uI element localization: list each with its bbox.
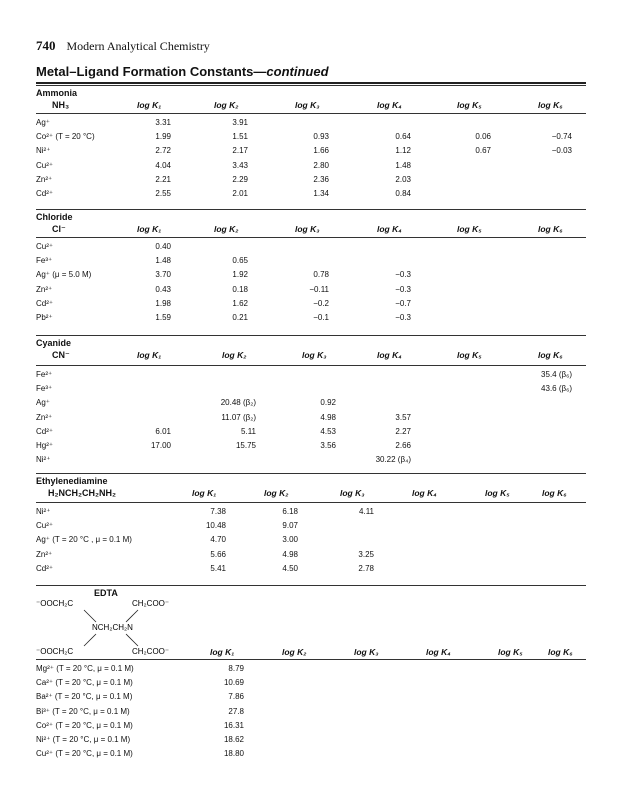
table-cell: 0.06 bbox=[475, 132, 491, 142]
table-row-label: Ag⁺ (μ = 5.0 M) bbox=[36, 270, 92, 280]
table-cell: 0.64 bbox=[395, 132, 411, 142]
table-cell: 0.65 bbox=[232, 256, 248, 266]
table-cell: −0.3 bbox=[395, 270, 411, 280]
table-cell: 4.04 bbox=[155, 160, 171, 170]
edta-name: EDTA bbox=[94, 588, 118, 598]
table-cell: 0.78 bbox=[313, 270, 329, 280]
table-row-label: Fe³⁺ bbox=[36, 384, 53, 394]
table-row-label: Cu²⁺ bbox=[36, 160, 54, 170]
table-row-label: Hg²⁺ bbox=[36, 441, 54, 450]
table-row-label: Cd²⁺ bbox=[36, 563, 54, 573]
table-cell: 0.84 bbox=[395, 189, 411, 198]
table-cell: 2.55 bbox=[155, 189, 171, 198]
table-row-label: Cu²⁺ (T = 20 °C, μ = 0.1 M) bbox=[36, 749, 133, 759]
table-cell: 8.79 bbox=[228, 664, 244, 673]
table-cell: 3.00 bbox=[282, 535, 298, 545]
edta-col-header: log K₆ bbox=[548, 647, 573, 657]
table-cell: 4.98 bbox=[282, 549, 298, 559]
table-cell: 0.93 bbox=[313, 132, 329, 142]
table-row-label: Cd²⁺ bbox=[36, 426, 54, 436]
table-cell: 1.98 bbox=[155, 298, 171, 308]
edta-col-header: log K₄ bbox=[426, 647, 451, 657]
table-cell: 4.50 bbox=[282, 563, 298, 573]
edta-col-header: log K₂ bbox=[282, 647, 307, 657]
table-row-label: Ag⁺ bbox=[36, 398, 51, 408]
ammonia-header-rule bbox=[36, 113, 586, 114]
chloride-top-rule bbox=[36, 209, 586, 210]
chloride-col-header: log K₅ bbox=[457, 224, 482, 234]
table-row-label: Fe²⁺ bbox=[36, 370, 53, 379]
table-row-label: Cd²⁺ bbox=[36, 298, 54, 308]
table-row-label: Fe³⁺ bbox=[36, 256, 53, 266]
table-row-label: Mg²⁺ (T = 20 °C, μ = 0.1 M) bbox=[36, 664, 134, 673]
table-row-label: Ca²⁺ (T = 20 °C, μ = 0.1 M) bbox=[36, 678, 133, 688]
table-cell: 1.34 bbox=[313, 189, 329, 198]
edta-group-mid: NCH₂CH₂N bbox=[92, 623, 133, 632]
table-cell: −0.2 bbox=[313, 298, 329, 308]
edta-structure bbox=[30, 594, 230, 656]
table-cell: 20.48 (β₂) bbox=[220, 398, 256, 408]
table-row-label: Cd²⁺ bbox=[36, 189, 54, 198]
table-row-label: Ag⁺ bbox=[36, 118, 51, 127]
edta-bond bbox=[126, 634, 138, 646]
ammonia-top-rule bbox=[36, 85, 586, 86]
table-cell: 2.80 bbox=[313, 160, 329, 170]
table-cell: −0.3 bbox=[395, 313, 411, 322]
table-cell: 4.53 bbox=[320, 426, 336, 436]
table-cell: 3.25 bbox=[358, 549, 374, 559]
chloride-name: Chloride bbox=[36, 212, 73, 222]
table-cell: 1.12 bbox=[395, 146, 411, 156]
table-row-label: Cu²⁺ bbox=[36, 521, 54, 531]
en-col-header: log K₂ bbox=[264, 488, 289, 498]
table-cell: 27.8 bbox=[228, 706, 244, 716]
table-row-label: Zn²⁺ bbox=[36, 549, 53, 559]
en-header-rule bbox=[36, 502, 586, 503]
table-cell: 4.11 bbox=[359, 507, 374, 516]
table-row-label: Cu²⁺ bbox=[36, 242, 54, 251]
table-cell: 3.43 bbox=[232, 160, 248, 170]
cyanide-col-header: log K₃ bbox=[302, 350, 327, 360]
table-cell: 9.07 bbox=[282, 521, 298, 531]
edta-col-header: log K₃ bbox=[354, 647, 379, 657]
table-cell: 3.91 bbox=[232, 118, 248, 127]
table-cell: 0.21 bbox=[232, 313, 248, 322]
edta-top-rule bbox=[36, 585, 586, 586]
table-cell: −0.11 bbox=[309, 284, 329, 294]
table-cell: 1.99 bbox=[155, 132, 171, 142]
table-cell: 6.01 bbox=[155, 426, 171, 436]
edta-group-tl: ⁻OOCH₂C bbox=[36, 599, 74, 608]
edta-col-header: log K₁ bbox=[210, 647, 235, 657]
table-row-label: Zn²⁺ bbox=[36, 284, 53, 294]
table-cell: 10.69 bbox=[223, 678, 244, 688]
chloride-col-header: log K₆ bbox=[538, 224, 563, 234]
en-name: Ethylenediamine bbox=[36, 476, 108, 486]
en-formula: H₂NCH₂CH₂NH₂ bbox=[48, 488, 116, 498]
chloride-formula: Cl⁻ bbox=[52, 224, 66, 234]
table-cell: 2.29 bbox=[232, 174, 248, 184]
cyanide-name: Cyanide bbox=[36, 338, 72, 348]
table-cell: 7.86 bbox=[228, 692, 244, 702]
table-cell: 15.75 bbox=[235, 441, 256, 450]
en-col-header: log K₆ bbox=[542, 488, 567, 498]
table-cell: 3.57 bbox=[395, 412, 411, 422]
chloride-col-header: log K₃ bbox=[295, 224, 320, 234]
edta-header-rule bbox=[36, 659, 586, 660]
cyanide-header-rule bbox=[36, 365, 586, 366]
edta-bond bbox=[84, 634, 96, 646]
table-row-label: Zn²⁺ bbox=[36, 174, 53, 184]
en-top-rule bbox=[36, 473, 586, 474]
title-rule bbox=[36, 82, 586, 84]
table-cell: −0.3 bbox=[395, 284, 411, 294]
table-cell: 16.31 bbox=[223, 720, 244, 730]
table-title: Metal–Ligand Formation Constants—continued bbox=[36, 64, 329, 79]
running-title: Modern Analytical Chemistry bbox=[66, 39, 210, 53]
page-number: 740 bbox=[36, 38, 56, 53]
chloride-col-header: log K₁ bbox=[137, 224, 162, 234]
table-cell: 2.01 bbox=[232, 189, 248, 198]
table-row-label: Ni²⁺ bbox=[36, 507, 51, 516]
table-cell: 3.31 bbox=[155, 118, 171, 127]
table-cell: 35.4 (β₆) bbox=[541, 370, 572, 379]
table-cell: 2.17 bbox=[232, 146, 248, 156]
table-cell: 6.18 bbox=[282, 507, 298, 516]
table-cell: 5.41 bbox=[210, 563, 226, 573]
table-cell: 0.40 bbox=[155, 242, 171, 251]
table-cell: −0.1 bbox=[313, 313, 329, 322]
table-cell: 1.48 bbox=[155, 256, 171, 266]
ammonia-col-header: log K₄ bbox=[377, 100, 402, 110]
table-cell: 30.22 (β₄) bbox=[375, 455, 411, 465]
table-cell: 2.36 bbox=[313, 174, 329, 184]
table-cell: 10.48 bbox=[205, 521, 226, 531]
table-cell: 3.56 bbox=[320, 441, 336, 450]
cyanide-col-header: log K₅ bbox=[457, 350, 482, 360]
table-cell: 2.27 bbox=[395, 426, 411, 436]
table-row-label: Co²⁺ (T = 20 °C, μ = 0.1 M) bbox=[36, 720, 133, 730]
table-cell: 2.21 bbox=[155, 174, 171, 184]
table-row-label: Ni²⁺ (T = 20 °C, μ = 0.1 M) bbox=[36, 735, 131, 744]
table-row-label: Co²⁺ (T = 20 °C) bbox=[36, 132, 95, 142]
en-col-header: log K₁ bbox=[192, 488, 217, 498]
chloride-col-header: log K₂ bbox=[214, 224, 239, 234]
table-row-label: Ni²⁺ bbox=[36, 455, 51, 465]
chloride-col-header: log K₄ bbox=[377, 224, 402, 234]
edta-col-header: log K₅ bbox=[498, 647, 523, 657]
cyanide-col-header: log K₁ bbox=[137, 350, 162, 360]
table-cell: 18.62 bbox=[223, 735, 244, 744]
table-cell: −0.74 bbox=[551, 132, 572, 142]
table-cell: 17.00 bbox=[150, 441, 171, 450]
table-row-label: Pb²⁺ bbox=[36, 313, 53, 322]
cyanide-formula: CN⁻ bbox=[52, 350, 70, 360]
table-cell: 1.48 bbox=[395, 160, 411, 170]
ammonia-name: Ammonia bbox=[36, 88, 78, 98]
cyanide-col-header: log K₆ bbox=[538, 350, 563, 360]
ammonia-col-header: log K₅ bbox=[457, 100, 482, 110]
table-cell: 0.92 bbox=[320, 398, 336, 408]
table-row-label: Zn²⁺ bbox=[36, 412, 53, 422]
cyanide-col-header: log K₄ bbox=[377, 350, 402, 360]
table-cell: 0.43 bbox=[155, 284, 171, 294]
table-cell: 1.59 bbox=[155, 313, 171, 322]
table-cell: 0.67 bbox=[475, 146, 491, 156]
table-cell: 5.11 bbox=[241, 426, 256, 436]
page-header bbox=[36, 38, 210, 54]
edta-group-br: CH₂COO⁻ bbox=[132, 647, 170, 656]
chloride-header-rule bbox=[36, 237, 586, 238]
table-cell: −0.7 bbox=[395, 298, 411, 308]
table-row-label: Ag⁺ (T = 20 °C , μ = 0.1 M) bbox=[36, 535, 132, 545]
edta-bond bbox=[126, 610, 138, 622]
edta-group-bl: ⁻OOCH₂C bbox=[36, 647, 74, 656]
table-row-label: Bi³⁺ (T = 20 °C, μ = 0.1 M) bbox=[36, 706, 130, 716]
table-cell: 1.92 bbox=[232, 270, 248, 280]
table-cell: 4.98 bbox=[320, 412, 336, 422]
table-cell: 2.72 bbox=[155, 146, 171, 156]
table-cell: 1.66 bbox=[313, 146, 329, 156]
table-row-label: Ba²⁺ (T = 20 °C, μ = 0.1 M) bbox=[36, 692, 133, 702]
table-cell: 2.78 bbox=[358, 563, 374, 573]
table-cell: 11.07 (β₂) bbox=[221, 412, 256, 422]
ammonia-col-header: log K₃ bbox=[295, 100, 320, 110]
table-cell: 2.66 bbox=[395, 441, 411, 450]
table-cell: 0.18 bbox=[232, 284, 248, 294]
table-row-label: Ni²⁺ bbox=[36, 146, 51, 156]
table-cell: 1.62 bbox=[232, 298, 248, 308]
table-cell: −0.03 bbox=[551, 146, 572, 156]
table-cell: 43.6 (β₆) bbox=[541, 384, 572, 394]
table-cell: 2.03 bbox=[395, 174, 411, 184]
edta-group-tr: CH₂COO⁻ bbox=[132, 599, 170, 608]
ammonia-col-header: log K₂ bbox=[214, 100, 239, 110]
table-cell: 18.80 bbox=[223, 749, 244, 759]
ammonia-formula: NH₃ bbox=[52, 100, 70, 110]
table-cell: 4.70 bbox=[210, 535, 226, 545]
en-col-header: log K₅ bbox=[485, 488, 510, 498]
table-cell: 3.70 bbox=[155, 270, 171, 280]
cyanide-col-header: log K₂ bbox=[222, 350, 247, 360]
table-cell: 5.66 bbox=[210, 549, 226, 559]
en-col-header: log K₄ bbox=[412, 488, 437, 498]
en-col-header: log K₃ bbox=[340, 488, 365, 498]
cyanide-top-rule bbox=[36, 335, 586, 336]
edta-bond bbox=[84, 610, 96, 622]
table-cell: 1.51 bbox=[232, 132, 248, 142]
ammonia-col-header: log K₆ bbox=[538, 100, 563, 110]
table-cell: 7.38 bbox=[210, 507, 226, 516]
ammonia-col-header: log K₁ bbox=[137, 100, 162, 110]
